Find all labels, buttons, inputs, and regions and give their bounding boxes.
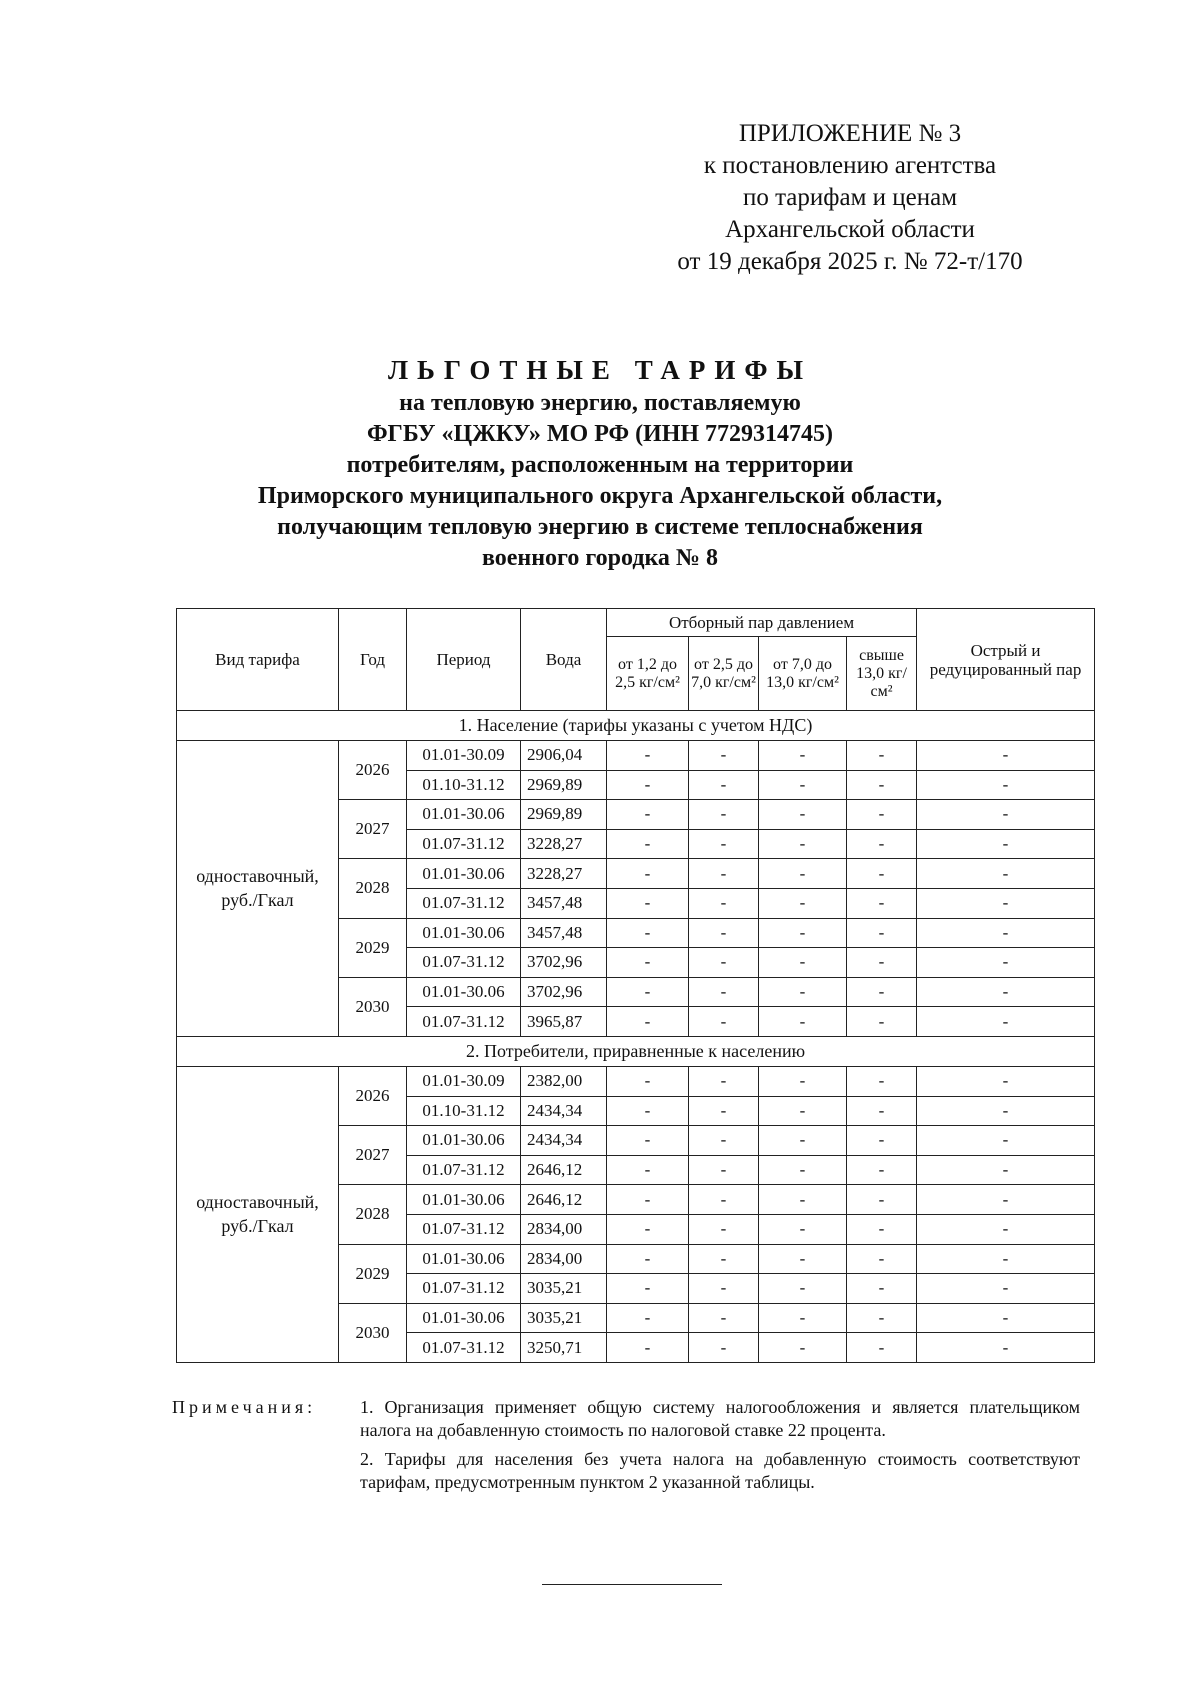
steam-tariff-cell: - (917, 948, 1095, 978)
steam-tariff-cell: - (917, 1066, 1095, 1096)
steam-tariff-cell: - (917, 1185, 1095, 1215)
steam-tariff-cell: - (607, 977, 689, 1007)
year-cell: 2029 (339, 1244, 407, 1303)
year-cell: 2027 (339, 1126, 407, 1185)
water-tariff-cell: 2382,00 (521, 1066, 607, 1096)
year-cell: 2027 (339, 800, 407, 859)
steam-tariff-cell: - (689, 800, 759, 830)
title-line: военного городка № 8 (481, 545, 719, 571)
water-tariff-cell: 2434,34 (521, 1096, 607, 1126)
steam-tariff-cell: - (759, 1214, 847, 1244)
water-tariff-cell: 3035,21 (521, 1274, 607, 1304)
table-row (177, 1066, 1095, 1096)
steam-tariff-cell: - (759, 800, 847, 830)
water-tariff-cell: 3965,87 (521, 1007, 607, 1037)
steam-tariff-cell: - (759, 859, 847, 889)
water-tariff-cell: 2969,89 (521, 800, 607, 830)
period-cell: 01.07-31.12 (407, 1333, 521, 1363)
table-body (177, 711, 1095, 1363)
title-line: Приморского муниципального округа Архангельской области, (257, 483, 943, 509)
header-acute-steam: Острый и редуцированный пар (917, 609, 1095, 711)
steam-tariff-cell: - (607, 859, 689, 889)
year-cell: 2030 (339, 977, 407, 1036)
period-cell: 01.01-30.06 (407, 1244, 521, 1274)
steam-tariff-cell: - (847, 1155, 917, 1185)
period-cell: 01.07-31.12 (407, 1007, 521, 1037)
steam-tariff-cell: - (607, 1303, 689, 1333)
water-tariff-cell: 2646,12 (521, 1155, 607, 1185)
steam-tariff-cell: - (759, 829, 847, 859)
title-line: потребителям, расположенным на территории (346, 452, 854, 478)
steam-tariff-cell: - (847, 888, 917, 918)
year-cell: 2029 (339, 918, 407, 977)
steam-tariff-cell: - (917, 1274, 1095, 1304)
steam-tariff-cell: - (607, 1155, 689, 1185)
title-main: ЛЬГОТНЫЕ ТАРИФЫ (387, 355, 813, 385)
water-tariff-cell: 3702,96 (521, 948, 607, 978)
table-row (177, 741, 1095, 771)
steam-tariff-cell: - (689, 977, 759, 1007)
steam-tariff-cell: - (917, 918, 1095, 948)
steam-tariff-cell: - (847, 1244, 917, 1274)
water-tariff-cell: 3035,21 (521, 1303, 607, 1333)
steam-tariff-cell: - (759, 1155, 847, 1185)
period-cell: 01.10-31.12 (407, 770, 521, 800)
steam-tariff-cell: - (847, 800, 917, 830)
water-tariff-cell: 2906,04 (521, 741, 607, 771)
header-tariff-type: Вид тарифа (177, 609, 339, 711)
steam-tariff-cell: - (607, 1333, 689, 1363)
steam-tariff-cell: - (917, 1096, 1095, 1126)
period-cell: 01.01-30.09 (407, 741, 521, 771)
steam-tariff-cell: - (689, 1303, 759, 1333)
year-cell: 2026 (339, 741, 407, 800)
water-tariff-cell: 2834,00 (521, 1244, 607, 1274)
title-line: получающим тепловую энергию в системе теплоснабжения (277, 514, 923, 540)
steam-tariff-cell: - (607, 1066, 689, 1096)
water-tariff-cell: 2834,00 (521, 1214, 607, 1244)
steam-tariff-cell: - (917, 1244, 1095, 1274)
steam-tariff-cell: - (607, 800, 689, 830)
steam-tariff-cell: - (607, 888, 689, 918)
steam-tariff-cell: - (607, 1214, 689, 1244)
tariff-kind-cell: одноставочный, руб./Гкал (177, 1066, 339, 1362)
steam-tariff-cell: - (759, 1244, 847, 1274)
steam-tariff-cell: - (689, 1185, 759, 1215)
period-cell: 01.01-30.06 (407, 1303, 521, 1333)
water-tariff-cell: 3228,27 (521, 859, 607, 889)
tariffs-table (176, 608, 1095, 1363)
period-cell: 01.07-31.12 (407, 1274, 521, 1304)
steam-tariff-cell: - (689, 1007, 759, 1037)
steam-tariff-cell: - (689, 770, 759, 800)
steam-tariff-cell: - (759, 1007, 847, 1037)
steam-tariff-cell: - (759, 1274, 847, 1304)
steam-tariff-cell: - (759, 1126, 847, 1156)
water-tariff-cell: 2434,34 (521, 1126, 607, 1156)
water-tariff-cell: 2646,12 (521, 1185, 607, 1215)
steam-tariff-cell: - (759, 741, 847, 771)
steam-tariff-cell: - (689, 888, 759, 918)
steam-tariff-cell: - (847, 1333, 917, 1363)
appendix-ref-line: к постановлению агентства (703, 152, 997, 179)
steam-tariff-cell: - (847, 948, 917, 978)
tariff-kind-cell: одноставочный, руб./Гкал (177, 741, 339, 1037)
steam-tariff-cell: - (917, 1126, 1095, 1156)
period-cell: 01.01-30.06 (407, 918, 521, 948)
steam-tariff-cell: - (917, 1214, 1095, 1244)
year-cell: 2028 (339, 859, 407, 918)
header-pressure-2: от 2,5 до 7,0 кг/см² (689, 637, 759, 711)
steam-tariff-cell: - (847, 1126, 917, 1156)
period-cell: 01.01-30.09 (407, 1066, 521, 1096)
note-item: 1. Организация применяет общую систему налогообложения и является плательщиком налога на добавленную стоимость по налоговой ставке 22 процента. (360, 1397, 1080, 1440)
appendix-header (640, 118, 1060, 278)
steam-tariff-cell: - (607, 770, 689, 800)
title-line: на тепловую энергию, поставляемую (399, 390, 801, 416)
steam-tariff-cell: - (607, 1244, 689, 1274)
steam-tariff-cell: - (607, 1126, 689, 1156)
steam-tariff-cell: - (759, 770, 847, 800)
steam-tariff-cell: - (917, 1303, 1095, 1333)
steam-tariff-cell: - (917, 1333, 1095, 1363)
steam-tariff-cell: - (847, 1096, 917, 1126)
steam-tariff-cell: - (759, 977, 847, 1007)
steam-tariff-cell: - (917, 977, 1095, 1007)
period-cell: 01.07-31.12 (407, 1214, 521, 1244)
period-cell: 01.01-30.06 (407, 800, 521, 830)
period-cell: 01.07-31.12 (407, 948, 521, 978)
title-line: ФГБУ «ЦЖКУ» МО РФ (ИНН 7729314745) (366, 421, 834, 447)
header-pressure-4: свыше 13,0 кг/см² (847, 637, 917, 711)
steam-tariff-cell: - (607, 1274, 689, 1304)
period-cell: 01.01-30.06 (407, 859, 521, 889)
period-cell: 01.01-30.06 (407, 1185, 521, 1215)
steam-tariff-cell: - (847, 1185, 917, 1215)
year-cell: 2028 (339, 1185, 407, 1244)
steam-tariff-cell: - (689, 1096, 759, 1126)
steam-tariff-cell: - (689, 1066, 759, 1096)
steam-tariff-cell: - (917, 1007, 1095, 1037)
steam-tariff-cell: - (759, 888, 847, 918)
note-item: 2. Тарифы для населения без учета налога на добавленную стоимость соответствуют тарифам, предусмотренным пунктом 2 указанной таблицы. (360, 1449, 1080, 1492)
steam-tariff-cell: - (689, 1333, 759, 1363)
steam-tariff-cell: - (689, 829, 759, 859)
steam-tariff-cell: - (759, 1096, 847, 1126)
steam-tariff-cell: - (689, 1155, 759, 1185)
steam-tariff-cell: - (759, 1303, 847, 1333)
steam-tariff-cell: - (917, 800, 1095, 830)
notes-label: Примечания: (172, 1397, 317, 1417)
period-cell: 01.07-31.12 (407, 888, 521, 918)
steam-tariff-cell: - (847, 1274, 917, 1304)
appendix-date-number: от 19 декабря 2025 г. № 72-т/170 (677, 248, 1023, 275)
appendix-ref-line: Архангельской области (725, 216, 975, 243)
section-title: 2. Потребители, приравненные к населению (177, 1036, 1095, 1066)
steam-tariff-cell: - (607, 1185, 689, 1215)
header-pressure-1: от 1,2 до 2,5 кг/см² (607, 637, 689, 711)
period-cell: 01.07-31.12 (407, 1155, 521, 1185)
steam-tariff-cell: - (847, 829, 917, 859)
steam-tariff-cell: - (847, 1214, 917, 1244)
steam-tariff-cell: - (847, 1303, 917, 1333)
steam-tariff-cell: - (847, 977, 917, 1007)
steam-tariff-cell: - (917, 741, 1095, 771)
document-title (150, 352, 1050, 574)
steam-tariff-cell: - (689, 918, 759, 948)
steam-tariff-cell: - (689, 1244, 759, 1274)
notes-body (360, 1396, 1080, 1500)
steam-tariff-cell: - (917, 888, 1095, 918)
steam-tariff-cell: - (689, 1126, 759, 1156)
period-cell: 01.01-30.06 (407, 1126, 521, 1156)
steam-tariff-cell: - (689, 741, 759, 771)
water-tariff-cell: 3228,27 (521, 829, 607, 859)
period-cell: 01.07-31.12 (407, 829, 521, 859)
steam-tariff-cell: - (689, 1214, 759, 1244)
header-year: Год (339, 609, 407, 711)
section-header-row (177, 711, 1095, 741)
water-tariff-cell: 3702,96 (521, 977, 607, 1007)
period-cell: 01.01-30.06 (407, 977, 521, 1007)
section-title: 1. Население (тарифы указаны с учетом НДС) (177, 711, 1095, 741)
water-tariff-cell: 3250,71 (521, 1333, 607, 1363)
header-pressure-3: от 7,0 до 13,0 кг/см² (759, 637, 847, 711)
steam-tariff-cell: - (607, 829, 689, 859)
steam-tariff-cell: - (917, 770, 1095, 800)
steam-tariff-cell: - (759, 948, 847, 978)
steam-tariff-cell: - (689, 948, 759, 978)
steam-tariff-cell: - (917, 859, 1095, 889)
year-cell: 2026 (339, 1066, 407, 1125)
steam-tariff-cell: - (607, 1096, 689, 1126)
header-period: Период (407, 609, 521, 711)
steam-tariff-cell: - (847, 741, 917, 771)
year-cell: 2030 (339, 1303, 407, 1362)
steam-tariff-cell: - (847, 1007, 917, 1037)
water-tariff-cell: 3457,48 (521, 918, 607, 948)
water-tariff-cell: 3457,48 (521, 888, 607, 918)
steam-tariff-cell: - (759, 1185, 847, 1215)
steam-tariff-cell: - (607, 948, 689, 978)
separator-line (542, 1584, 722, 1585)
steam-tariff-cell: - (847, 859, 917, 889)
steam-tariff-cell: - (759, 1066, 847, 1096)
steam-tariff-cell: - (917, 1155, 1095, 1185)
water-tariff-cell: 2969,89 (521, 770, 607, 800)
header-steam-group: Отборный пар давлением (607, 609, 917, 637)
period-cell: 01.10-31.12 (407, 1096, 521, 1126)
steam-tariff-cell: - (607, 918, 689, 948)
steam-tariff-cell: - (917, 829, 1095, 859)
steam-tariff-cell: - (607, 741, 689, 771)
appendix-number: ПРИЛОЖЕНИЕ № 3 (738, 120, 962, 147)
steam-tariff-cell: - (759, 1333, 847, 1363)
appendix-ref-line: по тарифам и ценам (742, 184, 958, 211)
steam-tariff-cell: - (689, 1274, 759, 1304)
steam-tariff-cell: - (759, 918, 847, 948)
section-header-row (177, 1036, 1095, 1066)
steam-tariff-cell: - (689, 859, 759, 889)
steam-tariff-cell: - (847, 770, 917, 800)
header-water: Вода (521, 609, 607, 711)
steam-tariff-cell: - (847, 1066, 917, 1096)
steam-tariff-cell: - (847, 918, 917, 948)
steam-tariff-cell: - (607, 1007, 689, 1037)
